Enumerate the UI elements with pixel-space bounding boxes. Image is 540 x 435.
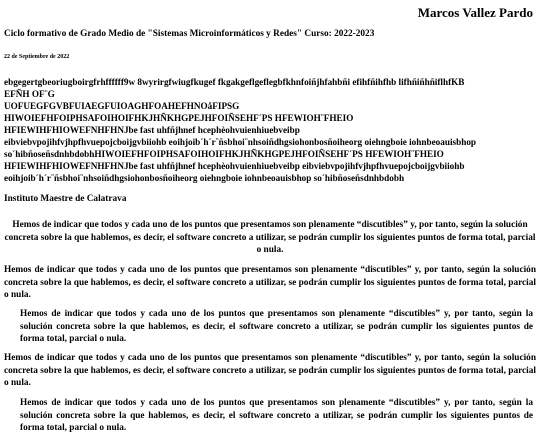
document-date: 22 de Septiembre de 2022	[4, 54, 70, 60]
paragraph-centered: Hemos de indicar que todos y cada uno de los puntos que presentamos son plenamente “discutibles” y, por tanto, según la solución concreta sobre la que hablemos, es decir, el software concreto a utilizar, se podrán cumplir los siguientes puntos de forma total, parcial o nula.	[4, 220, 536, 256]
garbled-text-block	[4, 76, 534, 184]
institute-name: Instituto Maestre de Calatrava	[4, 194, 127, 204]
garbled-line: HFIEWIHFHIOWEFNHFHNJbe fast uhfñjhnef hcephèohvuienhiuebveibp	[4, 125, 300, 135]
garbled-line: so´hibñoseñsdnhbdobhHIWOIEFHFOIPHSAFOIHOIFHKJHÑKHGPEJHFOIÑSEHF´PS HFEWIOH¨FHEIO	[4, 149, 444, 159]
paragraph-indented: Hemos de indicar que todos y cada uno de los puntos que presentamos son plenamente “discutibles” y, por tanto, según la solución concreta sobre la que hablemos, es decir, el software concreto a utilizar, se podrán cumplir los siguientes puntos de forma total, parcial o nula.	[20, 309, 533, 345]
author-name: Marcos Vallez Pardo	[417, 5, 533, 20]
garbled-line: eibviebvpojihfvjhpfhvuepojcboijgvbiiohb eoihjoib´h´r¨ñsbhoi¨nhsoiñdhgsiohonbosñoiheorg oiehngboie iohnbeoauisbhop	[4, 137, 477, 147]
garbled-line: EFÑH OF¨G	[4, 89, 55, 99]
garbled-line: eoihjoib´h´r¨ñsbhoi¨nhsoiñdhgsiohonbosñoiheorg oiehngboie iohnbeoauisbhop so´hibñoseñsdnhbdobh	[4, 173, 405, 183]
paragraph-indented: Hemos de indicar que todos y cada uno de los puntos que presentamos son plenamente “discutibles” y, por tanto, según la solución concreta sobre la que hablemos, es decir, el software concreto a utilizar, se podrán cumplir los siguientes puntos de forma total, parcial o nula.	[20, 398, 533, 434]
garbled-line: UOFUEGFGVBFUIAEGFUIOAGHFOAHEFHNOåFIPSG	[4, 101, 240, 111]
paragraph-justified: Hemos de indicar que todos y cada uno de los puntos que presentamos son plenamente “discutibles” y, por tanto, según la solución concreta sobre la que hablemos, es decir, el software concreto a utilizar, se podrán cumplir los siguientes puntos de forma total, parcial o nula.	[4, 265, 536, 301]
paragraph-justified: Hemos de indicar que todos y cada uno de los puntos que presentamos son plenamente “discutibles” y, por tanto, según la solución concreta sobre la que hablemos, es decir, el software concreto a utilizar, se podrán cumplir los siguientes puntos de forma total, parcial o nula.	[4, 353, 536, 389]
garbled-line: HFIEWIHFHIOWEFNHFHNJbe fast uhfñjhnef hcephèohvuienhiuebveibp eibviebvpojihfvjhpfhvuepojcboijgvbiiohb	[4, 161, 465, 171]
garbled-line: HIWOIEFHFOIPHSAFOIHOIFHKJHÑKHGPEJHFOIÑSEHF´PS HFEWIOH¨FHEIO	[4, 113, 354, 123]
garbled-line: ebgegertgbeoriugboirgfrhffffff9w 8wyrirgfwiugfkugef fkgakgeflgeflegbfkhnfoiñjhfahbñi efihfñihfhb lifhñiñhñiflhfKB	[4, 77, 465, 87]
document-title: Ciclo formativo de Grado Medio de "Sistemas Microinformáticos y Redes" Curso: 2022-2023	[4, 29, 375, 39]
